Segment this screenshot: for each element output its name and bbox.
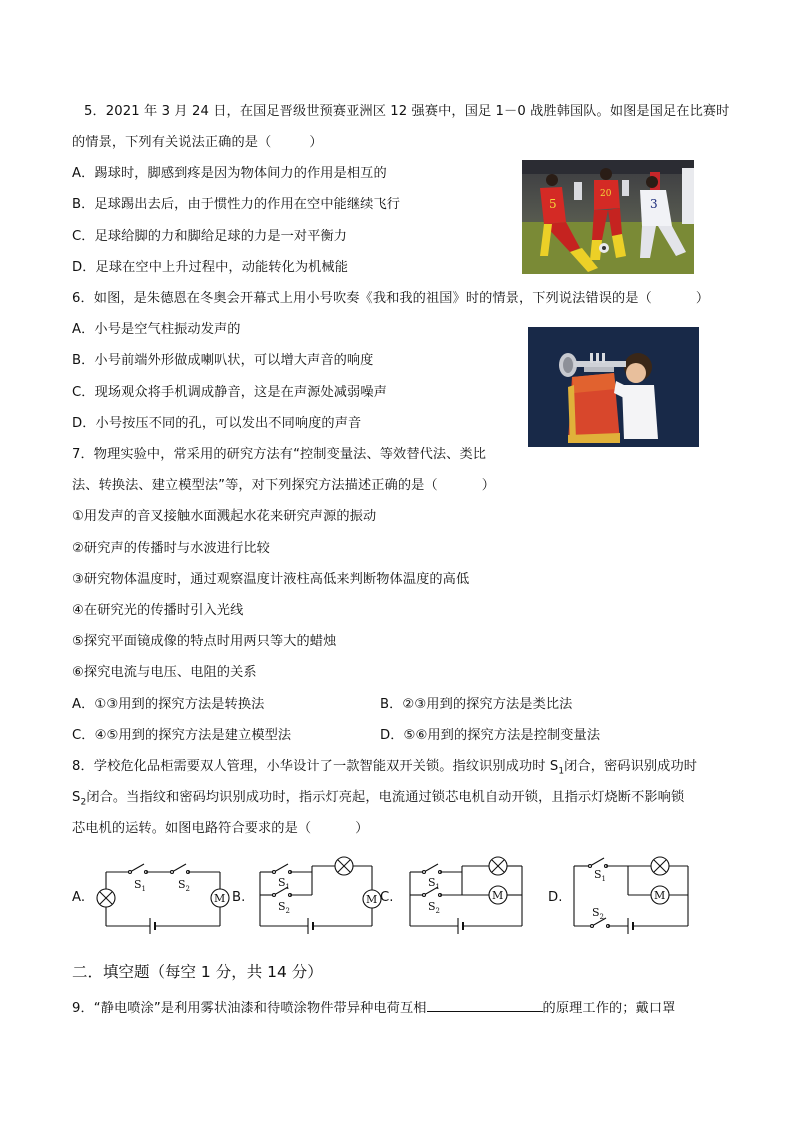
jersey-number-20: 20 [600, 189, 612, 199]
circuit-a-s1: $S_1$ [134, 878, 147, 893]
q6-option-b: B．小号前端外形做成喇叭状，可以增大声音的响度 [72, 353, 374, 368]
q8-line3-text: 芯电机的运转。如图电路符合要求的是（ [72, 821, 312, 836]
q7-option-d: D．⑤⑥用到的探究方法是控制变量法 [380, 728, 601, 743]
circuit-d-label: D. [548, 890, 563, 905]
jersey-number-5: 5 [549, 197, 557, 211]
q7-item-5: ⑤探究平面镜成像的特点时用两只等大的蜡烛 [72, 634, 337, 649]
q5-stem-text: 的情景，下列有关说法正确的是（ [72, 135, 272, 150]
q7-item-3: ③研究物体温度时，通过观察温度计液柱高低来判断物体温度的高低 [72, 572, 470, 587]
trumpet-performance-photo [528, 327, 699, 447]
q5-option-a: A．踢球时，脚感到疼是因为物体间力的作用是相互的 [72, 166, 387, 181]
q5-stem-line2 [72, 134, 323, 152]
circuit-a-motor: M [214, 892, 226, 905]
q7-stem-line2 [72, 477, 495, 495]
q8-line2-sub: 2 [80, 797, 87, 808]
circuit-c-s2: $S_2$ [428, 900, 441, 915]
q8-line2-text: 闭合。当指纹和密码均识别成功时，指示灯亮起，电流通过锁芯电机自动开锁，且指示灯烧断不影响锁 [86, 790, 685, 805]
q7-stem-text: 法、转换法、建立模型法”等，对下列探究方法描述正确的是（ [72, 478, 438, 493]
circuit-a-label: A. [72, 890, 86, 905]
circuit-a-diagram [92, 852, 232, 942]
circuit-c-label: C. [380, 890, 394, 905]
q7-stem-line1: 7．物理实验中，常采用的研究方法有“控制变量法、等效替代法、类比 [72, 447, 487, 462]
q8-line2-s: S [72, 790, 81, 805]
q7-item-1: ①用发声的音叉接触水面溅起水花来研究声源的振动 [72, 509, 377, 524]
q5-option-b: B．足球踢出去后，由于惯性力的作用在空中能继续飞行 [72, 197, 401, 212]
q8-line1-text: 8．学校危化品柜需要双人管理，小华设计了一款智能双开关锁。指纹识别成功时 S [72, 759, 559, 774]
q7-option-a: A．①③用到的探究方法是转换法 [72, 697, 265, 712]
q7-stem-paren-close: ） [481, 478, 495, 493]
jersey-number-3: 3 [650, 197, 658, 211]
q7-item-4: ④在研究光的传播时引入光线 [72, 603, 244, 618]
circuit-d-s2: $S_2$ [592, 906, 605, 921]
q8-stem-line1 [72, 758, 697, 781]
q5-option-c: C．足球给脚的力和脚给足球的力是一对平衡力 [72, 229, 348, 244]
circuit-b-s1: $S_1$ [278, 876, 291, 891]
q5-option-d: D．足球在空中上升过程中，动能转化为机械能 [72, 260, 349, 275]
q5-stem-paren-close: ） [309, 135, 323, 150]
circuit-b-motor: M [366, 893, 378, 906]
q7-option-c: C．④⑤用到的探究方法是建立模型法 [72, 728, 292, 743]
q6-stem-text: 6．如图，是朱德恩在冬奥会开幕式上用小号吹奏《我和我的祖国》时的情景，下列说法错误的是（ [72, 291, 652, 306]
circuit-d-s1: $S_1$ [594, 868, 607, 883]
circuit-c-s1: $S_1$ [428, 876, 441, 891]
q6-option-a: A．小号是空气柱振动发声的 [72, 322, 241, 337]
q9-text-a: 9．“静电喷涂”是利用雾状油漆和待喷涂物件带异种电荷互相 [72, 1001, 427, 1016]
q6-stem-line1 [72, 290, 709, 308]
q8-stem-line2 [72, 789, 684, 812]
circuit-c-motor: M [492, 889, 504, 902]
q6-stem-paren-close: ） [695, 291, 710, 306]
q8-line1-sub: 1 [558, 766, 565, 777]
q9-line1 [72, 998, 675, 1018]
circuit-d-diagram [566, 852, 701, 942]
circuit-d-motor: M [654, 889, 666, 902]
circuit-b-s2: $S_2$ [278, 900, 291, 915]
q8-stem-line3 [72, 820, 368, 838]
q5-stem-line1: 5．2021 年 3 月 24 日，在国足晋级世预赛亚洲区 12 强赛中，国足 1－0 战胜韩国队。如图是国足在比赛时 [84, 104, 730, 119]
circuit-b-diagram [250, 852, 385, 942]
q7-item-2: ②研究声的传播时与水波进行比较 [72, 541, 270, 556]
q6-option-d: D．小号按压不同的孔，可以发出不同响度的声音 [72, 416, 362, 431]
circuit-b-label: B. [232, 890, 246, 905]
q8-line1-text-b: 闭合，密码识别成功时 [564, 759, 698, 774]
q9-text-b: 的原理工作的；戴口罩 [542, 1001, 676, 1016]
q6-option-c: C．现场观众将手机调成静音，这是在声源处减弱噪声 [72, 385, 387, 400]
q7-item-6: ⑥探究电流与电压、电阻的关系 [72, 665, 257, 680]
section-2-title: 二．填空题（每空 1 分，共 14 分） [72, 963, 323, 981]
soccer-match-photo [522, 160, 694, 274]
circuit-c-diagram [400, 852, 535, 942]
q9-answer-blank[interactable] [427, 998, 543, 1012]
q8-line3-paren-close: ） [355, 821, 369, 836]
circuit-a-s2: $S_2$ [178, 878, 191, 893]
q7-option-b: B．②③用到的探究方法是类比法 [380, 697, 573, 712]
